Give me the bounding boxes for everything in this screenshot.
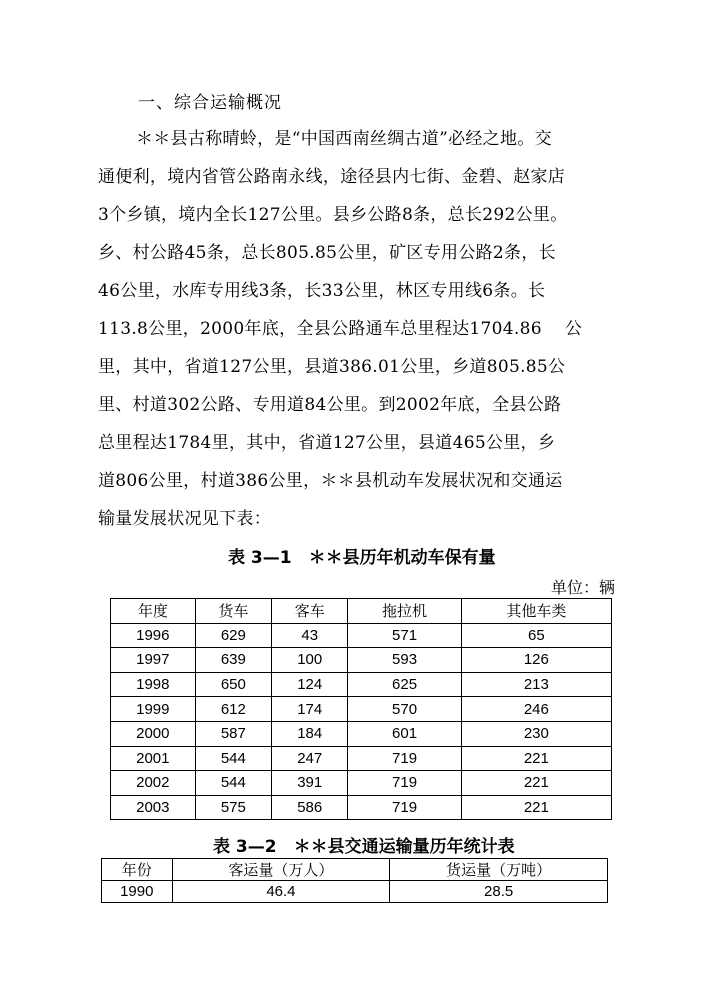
table-cell: 719 bbox=[348, 795, 461, 820]
table-cell: 230 bbox=[461, 721, 611, 746]
table2-caption: 表 3—2 ＊＊县交通运输量历年统计表 bbox=[213, 837, 515, 857]
table-row bbox=[111, 623, 612, 648]
paragraph-line: 里、村道302公路、专用道84公里。到2002年底，全县公路 bbox=[98, 395, 562, 415]
table-cell: 2003 bbox=[111, 795, 196, 820]
paragraph-line: 46公里，水库专用线3条，长33公里，林区专用线6条。长 bbox=[98, 281, 546, 301]
table-cell: 28.5 bbox=[390, 881, 608, 903]
table-cell: 221 bbox=[461, 771, 611, 796]
table1-unit: 单位：辆 bbox=[550, 578, 615, 597]
column-header: 客车 bbox=[272, 599, 348, 624]
table-header-row bbox=[102, 859, 608, 881]
table-cell: 65 bbox=[461, 623, 611, 648]
table-cell: 593 bbox=[348, 648, 461, 673]
table-cell: 100 bbox=[272, 648, 348, 673]
table-row bbox=[111, 721, 612, 746]
paragraph-line: 通便利，境内省管公路南永线，途径县内七街、金碧、赵家店 bbox=[98, 167, 566, 187]
table1-caption: 表 3—1 ＊＊县历年机动车保有量 bbox=[228, 548, 496, 568]
table-row bbox=[111, 648, 612, 673]
table-cell: 544 bbox=[195, 771, 271, 796]
column-header: 其他车类 bbox=[461, 599, 611, 624]
table-cell: 571 bbox=[348, 623, 461, 648]
table-cell: 1997 bbox=[111, 648, 196, 673]
column-header: 货车 bbox=[195, 599, 271, 624]
table-cell: 629 bbox=[195, 623, 271, 648]
transport-volume-table bbox=[101, 858, 608, 903]
table-cell: 1996 bbox=[111, 623, 196, 648]
table-cell: 2000 bbox=[111, 721, 196, 746]
table-row bbox=[102, 881, 608, 903]
column-header: 货运量（万吨） bbox=[390, 859, 608, 881]
section-heading: 一、综合运输概况 bbox=[138, 93, 282, 113]
table-cell: 247 bbox=[272, 746, 348, 771]
table-cell: 1999 bbox=[111, 697, 196, 722]
table-cell: 570 bbox=[348, 697, 461, 722]
paragraph-line: 总里程达1784里，其中，省道127公里，县道465公里，乡 bbox=[98, 433, 556, 453]
table-cell: 221 bbox=[461, 795, 611, 820]
table-cell: 391 bbox=[272, 771, 348, 796]
table-header-row bbox=[111, 599, 612, 624]
table-cell: 126 bbox=[461, 648, 611, 673]
column-header: 年份 bbox=[102, 859, 173, 881]
table-cell: 213 bbox=[461, 672, 611, 697]
column-header: 客运量（万人） bbox=[172, 859, 390, 881]
table-cell: 1990 bbox=[102, 881, 173, 903]
column-header: 年度 bbox=[111, 599, 196, 624]
paragraph-line: 道806公里，村道386公里，＊＊县机动车发展状况和交通运 bbox=[98, 471, 563, 491]
table-cell: 719 bbox=[348, 771, 461, 796]
column-header: 拖拉机 bbox=[348, 599, 461, 624]
paragraph-line: 乡、村公路45条，总长805.85公里，矿区专用公路2条，长 bbox=[98, 243, 556, 263]
table-cell: 174 bbox=[272, 697, 348, 722]
table-row bbox=[111, 697, 612, 722]
table-row bbox=[111, 771, 612, 796]
table-cell: 601 bbox=[348, 721, 461, 746]
paragraph-line: 113.8公里，2000年底，全县公路通车总里程达1704.86 公 bbox=[98, 319, 583, 339]
vehicle-ownership-table bbox=[110, 598, 612, 820]
table-row bbox=[111, 795, 612, 820]
paragraph-line: ＊＊县古称晴蛉，是“中国西南丝绸古道”必经之地。交 bbox=[136, 129, 552, 149]
table-cell: 2002 bbox=[111, 771, 196, 796]
table-cell: 246 bbox=[461, 697, 611, 722]
table-cell: 544 bbox=[195, 746, 271, 771]
table-row bbox=[111, 746, 612, 771]
table-cell: 575 bbox=[195, 795, 271, 820]
table-cell: 184 bbox=[272, 721, 348, 746]
table-cell: 650 bbox=[195, 672, 271, 697]
table-cell: 639 bbox=[195, 648, 271, 673]
table-cell: 612 bbox=[195, 697, 271, 722]
paragraph-line: 里，其中，省道127公里，县道386.01公里，乡道805.85公 bbox=[98, 357, 566, 377]
table-cell: 221 bbox=[461, 746, 611, 771]
table-cell: 46.4 bbox=[172, 881, 390, 903]
table-row bbox=[111, 672, 612, 697]
paragraph-line: 输量发展状况见下表： bbox=[98, 509, 271, 529]
table-cell: 124 bbox=[272, 672, 348, 697]
paragraph-line: 3个乡镇，境内全长127公里。县乡公路8条，总长292公里。 bbox=[98, 205, 568, 225]
table-cell: 587 bbox=[195, 721, 271, 746]
table-cell: 719 bbox=[348, 746, 461, 771]
table-cell: 1998 bbox=[111, 672, 196, 697]
table-cell: 625 bbox=[348, 672, 461, 697]
body-paragraph bbox=[98, 120, 618, 538]
table-cell: 43 bbox=[272, 623, 348, 648]
table-cell: 2001 bbox=[111, 746, 196, 771]
table-cell: 586 bbox=[272, 795, 348, 820]
